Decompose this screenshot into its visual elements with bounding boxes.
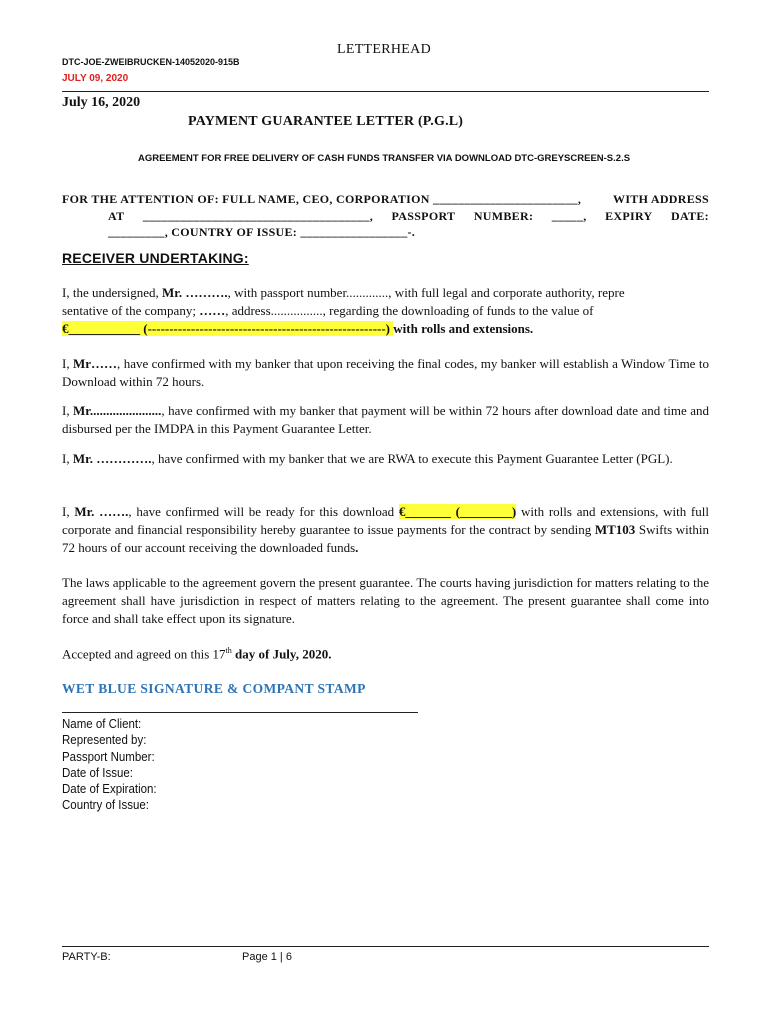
section-heading: RECEIVER UNDERTAKING:: [62, 250, 249, 266]
field-represented-by: Represented by:: [62, 733, 147, 748]
attention-address-blank: ____________________________________,: [142, 208, 374, 223]
client-fields: [62, 716, 165, 814]
field-date-of-issue: Date of Issue:: [62, 765, 133, 780]
header-rule: [62, 91, 709, 92]
attention-at: AT: [108, 208, 125, 223]
highlight-amount: €___________ (-------------------------------------------------------): [62, 321, 394, 336]
signature-line: [62, 712, 418, 713]
attention-expiry: EXPIRY: [605, 208, 653, 223]
attention-line1: FOR THE ATTENTION OF: FULL NAME, CEO, CORPORATION _______________________,: [62, 192, 582, 206]
paragraph-rwa: I, Mr. …………., have confirmed with my banker that we are RWA to execute this Payment Guarantee Letter (PGL).: [62, 451, 673, 466]
letterhead: LETTERHEAD: [337, 42, 431, 57]
signature-title: WET BLUE SIGNATURE & COMPANT STAMP: [62, 681, 366, 696]
attention-passport-blank: _____,: [551, 208, 587, 223]
field-date-of-expiration: Date of Expiration:: [62, 782, 157, 797]
attention-number: NUMBER:: [473, 208, 534, 223]
document-date: July 16, 2020: [62, 95, 141, 110]
field-passport-number: Passport Number:: [62, 749, 155, 764]
paragraph-download-ready: I, Mr. ……., have confirmed will be ready for this download €_______ (________) with rolls and extensions, with full corporate and financial responsibility hereby guarantee to issue payments for the contract by sending MT103 Swifts within 72 hours of our account receiving the downloaded funds.: [62, 504, 709, 555]
paragraph-undersigned: I, the undersigned, Mr. ………., with passport number............., with full legal and corporate authority, repre sentative of the company; ……, address................, regarding the downloading of funds to the value of €___________ (-------------------------------------------------------) with rolls and extensions.: [62, 285, 625, 336]
paragraph-applicable-law: The laws applicable to the agreement govern the present guarantee. The courts having jurisdiction for matters relating to the agreement shall have jurisdiction in respect of matters relating to the agreement. The present guarantee shall come into force and shall take effect upon its signature.: [62, 575, 709, 626]
document-subtitle: AGREEMENT FOR FREE DELIVERY OF CASH FUNDS TRANSFER VIA DOWNLOAD DTC-GREYSCREEN-S.2.S: [137, 153, 631, 164]
attention-line1-end: WITH ADDRESS: [613, 192, 709, 206]
highlight-amount-2: €_______ (________): [398, 504, 517, 519]
document-title: PAYMENT GUARANTEE LETTER (P.G.L): [188, 114, 464, 129]
attention-date: DATE:: [671, 208, 709, 223]
reference-date: JULY 09, 2020: [62, 73, 129, 84]
paragraph-window-time: I, Mr……, have confirmed with my banker that upon receiving the final codes, my banker will establish a Window Time to Download within 72 hours.: [62, 356, 709, 389]
reference-number: DTC-JOE-ZWEIBRUCKEN-14052020-915B: [62, 57, 240, 67]
footer-page-number: Page 1 | 6: [242, 951, 292, 963]
paragraph-accepted: Accepted and agreed on this 17th day of July, 2020.: [62, 646, 332, 662]
attention-block: [62, 191, 709, 241]
attention-line3: _________, COUNTRY OF ISSUE: _________________-.: [108, 225, 416, 239]
footer-rule: [62, 946, 709, 947]
paragraph-payment-timing: I, Mr......................, have confirmed with my banker that payment will be within 72 hours after download date and time and disbursed per the IMDPA in this Payment Guarantee Letter.: [62, 403, 709, 436]
field-country-of-issue: Country of Issue:: [62, 798, 149, 813]
footer-party: PARTY-B:: [62, 951, 111, 963]
field-name-of-client: Name of Client:: [62, 717, 142, 731]
attention-passport: PASSPORT: [391, 208, 456, 223]
